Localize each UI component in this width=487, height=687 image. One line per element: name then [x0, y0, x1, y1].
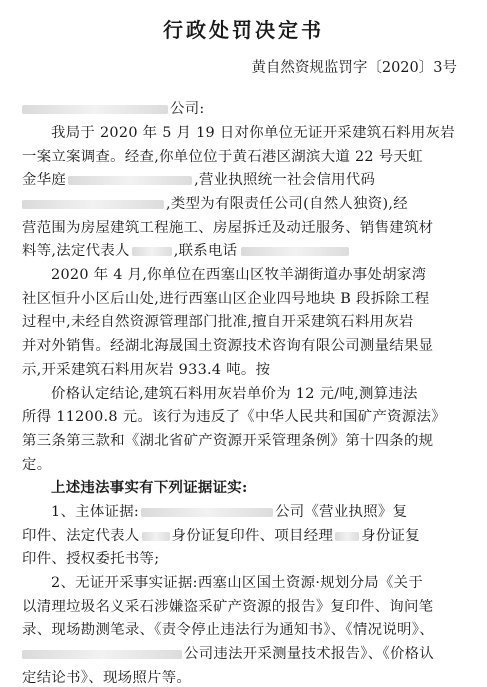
body-line: 料等,法定代表人 ,联系电话 [22, 239, 468, 260]
body-line: 过程中,未经自然资源管理部门批准,擅自开采建筑石料用灰岩 [22, 314, 414, 330]
body-line: 定。 [22, 457, 52, 473]
redacted-representative [142, 532, 170, 541]
redacted-representative [132, 247, 172, 256]
body-line: 2、无证开采事实证据:西塞山区国土资源·规划分局《关于 [51, 575, 424, 591]
body-line: ,类型为有限责任公司(自然人独资),经 [22, 192, 468, 213]
redacted-credit-code [22, 200, 164, 209]
redacted-phone [241, 247, 349, 256]
document-title: 行政处罚决定书 [163, 18, 324, 42]
document-number: 黄自然资规监罚字〔2020〕3号 [251, 60, 457, 76]
body-line: 公司违法开采测量技术报告》、《价格认 [22, 642, 468, 663]
redacted-report-title [22, 650, 182, 659]
body-line: 印件、法定代表人 身份证复印件、项目经理 身份证复 [22, 528, 420, 544]
redacted-company-name [22, 105, 168, 114]
body-line: 示,开采建筑石料用灰岩 933.4 吨。按 [22, 362, 271, 378]
body-line: 所得 11200.8 元。该行为违反了《中华人民共和国矿产资源法》 [22, 409, 446, 425]
body-line: 一案立案调查。经查,你单位位于黄石港区湖滨大道 22 号天虹 [22, 149, 423, 165]
body-line: 社区恒升小区后山处,进行西塞山区企业四号地块 B 段拆除工程 [22, 291, 430, 307]
redacted-manager [335, 532, 359, 541]
body-line: 并对外销售。经湖北海晟国土资源技术咨询有限公司测量结果显 [22, 338, 434, 354]
body-line: 录、现场勘测笔录、《责令停止违法行为通知书》、《情况说明》、 [22, 622, 434, 638]
body-line: 金华庭 ,营业执照统一社会信用代码 [22, 172, 376, 188]
body-line: 定结论书》、现场照片等。 [22, 670, 192, 686]
body-line: 营范围为房屋建筑工程施工、房屋拆迁及动迁服务、销售建筑材 [22, 220, 434, 236]
addressee-line: 公司: [22, 97, 468, 118]
body-line: 我局于 2020 年 5 月 19 日对你单位无证开采建筑石料用灰岩 [51, 125, 455, 141]
body-line: 以清理垃圾名义采石涉嫌盗采矿产资源的报告》复印件、询问笔 [22, 599, 434, 615]
body-line: 价格认定结论,建筑石料用灰岩单价为 12 元/吨,测算违法 [51, 386, 418, 402]
body-line: 2020 年 4 月,你单位在西塞山区牧羊湖街道办事处胡家湾 [51, 267, 427, 283]
body-line: 第三条第三款和《湖北省矿产资源开采管理条例》第十四条的规 [22, 433, 434, 449]
body-line: 1、主体证据: 公司《营业执照》复 [51, 504, 408, 520]
evidence-heading: 上述违法事实有下列证据证实: [51, 479, 248, 496]
body-line: 印件、授权委托书等; [22, 551, 160, 567]
redacted-company-name [141, 508, 273, 517]
redacted-address [68, 176, 192, 185]
